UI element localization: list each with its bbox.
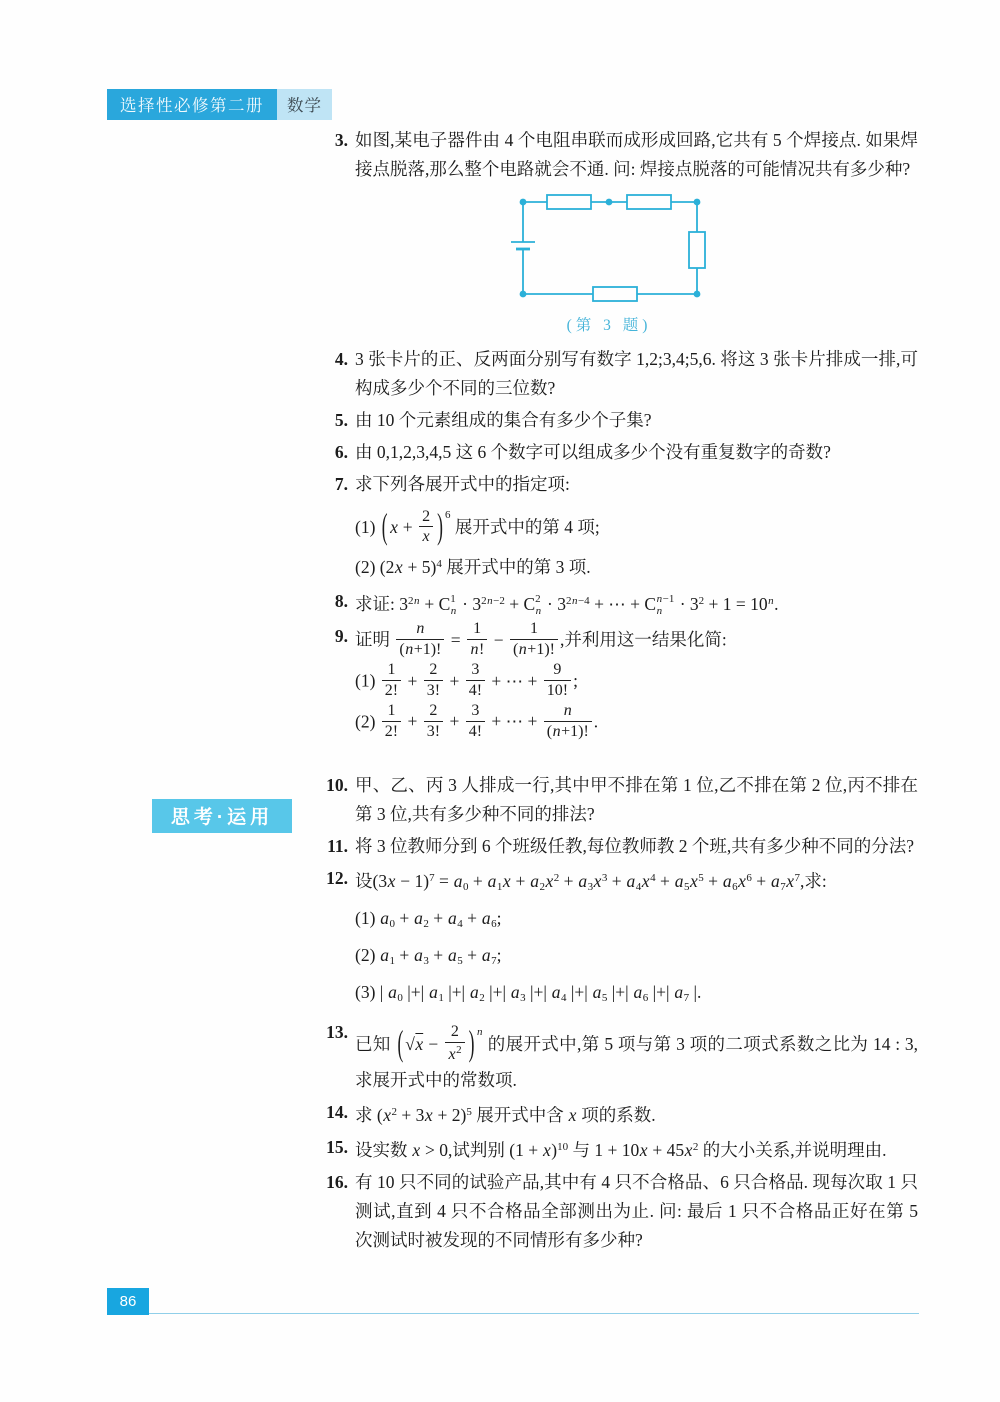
exercise-list: [318, 126, 918, 1258]
problem-text: 有 10 只不同的试验产品,其中有 4 只不合格品、6 只合格品. 现每次取 1 只测试,直到 4 只不合格品全部测出为止. 问: 最后 1 只不合格品正好在第 5 次测试时被发现的不同情形有多少种?: [355, 1172, 918, 1251]
solder-point: [520, 199, 527, 206]
problem-number: 11.: [327, 835, 348, 856]
problem-14: [318, 1098, 918, 1130]
problem-number: 14.: [326, 1102, 348, 1123]
problem-number: 12.: [326, 867, 348, 888]
problem-number: 13.: [326, 1021, 348, 1042]
problem-8: [318, 587, 918, 619]
problem-text: 由 0,1,2,3,4,5 这 6 个数字可以组成多少个没有重复数字的奇数?: [355, 442, 831, 462]
problem-9: [318, 622, 918, 744]
battery-icon: [511, 242, 535, 249]
problem-text: 设$(3x - 1)^7 = a_0 + a_1x + a_2x^2 + a_3x^3 + a_4x^4 + a_5x^5 + a_6x^6 + a_7x^7$,求:: [355, 870, 827, 893]
problem-sub-item: (2) $(2x + 5)^4$ 展开式中的第 3 项.: [355, 557, 591, 578]
problem-number: 5.: [334, 410, 348, 430]
problem-text: 甲、乙、丙 3 人排成一行,其中甲不排在第 1 位,乙不排在第 2 位,丙不排在第 3 位,共有多少种不同的排法?: [355, 774, 918, 824]
problem-text: 求证: $3^{2n} + C$ 1 n · $3^{2n-2} + C$ 2 n · $3^{2n-4}$ + ⋯ + C n−1 n · $3^2 + 1 = 10^n$.: [355, 593, 779, 618]
solder-point: [694, 199, 701, 206]
problem-16: [318, 1168, 918, 1255]
problem-number: 16.: [326, 1172, 348, 1193]
problem-number: 15.: [326, 1137, 348, 1158]
problem-text: 求 $(x^2 + 3x + 2)^5$ 展开式中含 x 项的系数.: [355, 1105, 656, 1126]
resistor: [689, 232, 705, 268]
problem-10: [318, 771, 918, 829]
problem-11: [318, 832, 918, 861]
solder-point: [694, 291, 701, 298]
problem-3: [318, 126, 918, 184]
problem-text: 证明 $\frac{n}{(n+1)!}$ = $\frac{1}{n!}$ − $\frac{1}{(n+1)!}$ ,并利用这一结果化简:: [355, 620, 727, 659]
circuit-figure: [504, 192, 714, 335]
book-title-badge: 选择性必修第二册: [107, 89, 277, 120]
problem-sub-item: (3) | $a_0$ |+| $a_1$ |+| $a_2$ |+| $a_3$ |+| $a_4$ |+| $a_5$ |+| $a_6$ |+| $a_7$ |.: [355, 981, 702, 1004]
page-number: 86: [107, 1288, 149, 1315]
problem-number: 3.: [334, 130, 348, 150]
resistor: [547, 195, 591, 209]
problem-text: 求下列各展开式中的指定项:: [355, 474, 570, 494]
figure-caption: (第 3 题): [566, 317, 652, 334]
problem-sub-item: (1) $\frac{1}{2!}$ + $\frac{2}{3!}$ + $\frac{3}{4!}$ + ⋯ + $\frac{9}{10!}$ ;: [355, 661, 578, 700]
problem-text: 设实数 x > 0,试判别 $(1 + x)^{10}$ 与 $1 + 10x + 45x^2$ 的大小关系,并说明理由.: [355, 1140, 887, 1161]
section-badge-think-apply: 思考·运用: [152, 799, 292, 833]
problem-sub-item: (2) $\frac{1}{2!}$ + $\frac{2}{3!}$ + $\frac{3}{4!}$ + ⋯ + $\frac{n}{(n+1)!}$ .: [355, 702, 599, 740]
problem-sub-item: (1) ( x + $\frac{2}{x}$ ) $^6$ 展开式中的第 4 项;: [355, 505, 600, 547]
problem-number: 9.: [334, 626, 348, 647]
problem-number: 7.: [334, 474, 348, 494]
subject-badge: 数学: [277, 89, 332, 120]
problem-number: 8.: [334, 591, 348, 612]
problem-15: [318, 1133, 918, 1165]
problem-text: 已知 ( √x − $\frac{2}{x^2}$ ) $^n$ 的展开式中,第 5 项与第 3 项的二项式系数之比为 14 : 3,求展开式中的常数项.: [355, 1022, 919, 1091]
page-header: [107, 89, 332, 120]
resistor: [627, 195, 671, 209]
problem-6: [318, 438, 918, 467]
problem-sub-item: (2) $a_1 + a_3 + a_5 + a_7$;: [355, 944, 502, 967]
problem-7: [318, 470, 918, 584]
resistor: [593, 287, 637, 301]
problem-number: 4.: [334, 349, 348, 369]
problem-text: 3 张卡片的正、反两面分别写有数字 1,2;3,4;5,6. 将这 3 张卡片排成一排,可构成多少个不同的三位数?: [355, 349, 918, 398]
problem-number: 10.: [326, 774, 348, 795]
problem-sub-item: (1) $a_0 + a_2 + a_4 + a_6$;: [355, 907, 502, 930]
footer-rule: [149, 1313, 919, 1314]
solder-point: [606, 199, 613, 206]
problem-13: [318, 1018, 918, 1095]
problem-5: [318, 406, 918, 435]
problem-4: [318, 345, 918, 403]
solder-point: [520, 291, 527, 298]
problem-text: 将 3 位教师分到 6 个班级任教,每位教师教 2 个班,共有多少种不同的分法?: [355, 835, 915, 856]
problem-12: [318, 864, 918, 1015]
circuit-diagram: [509, 192, 709, 304]
problem-text: 如图,某电子器件由 4 个电阻串联而成形成回路,它共有 5 个焊接点. 如果焊接点脱落,那么整个电路就会不通. 问: 焊接点脱落的可能情况共有多少种?: [355, 130, 918, 179]
problem-text: 由 10 个元素组成的集合有多少个子集?: [355, 410, 652, 430]
problem-number: 6.: [334, 442, 348, 462]
